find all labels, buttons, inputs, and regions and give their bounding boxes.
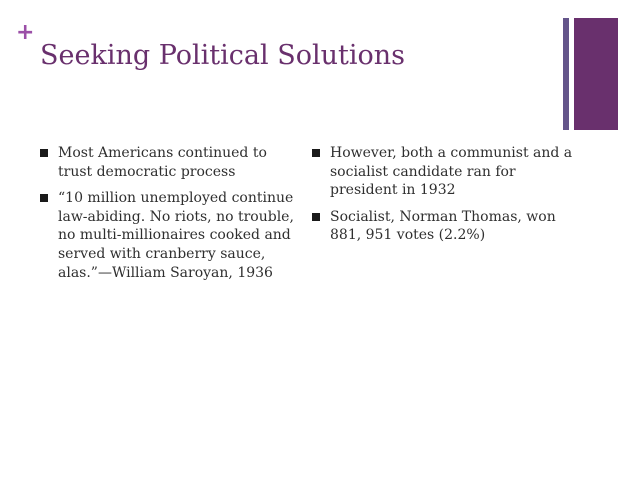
- square-bullet-icon: [312, 149, 320, 157]
- right-bullet-list: [312, 144, 578, 253]
- bullet-item: [40, 144, 298, 181]
- square-bullet-icon: [40, 149, 48, 157]
- bullet-text: “10 million unemployed continue law-abiding. No riots, no trouble, no multi-millionaires cooked and served with cranberry sauce, alas.”—William Saroyan, 1936: [58, 190, 294, 281]
- bullet-item: [312, 208, 578, 245]
- accent-bar-thick: [574, 18, 618, 130]
- bullet-text: Most Americans continued to trust democratic process: [58, 145, 267, 180]
- bullet-text: Socialist, Norman Thomas, won 881, 951 votes (2.2%): [330, 208, 556, 244]
- bullet-item: [312, 144, 578, 200]
- left-bullet-list: [40, 144, 298, 290]
- plus-accent-icon: +: [16, 20, 35, 45]
- slide-title: Seeking Political Solutions: [40, 40, 405, 71]
- bullet-text: However, both a communist and a socialist candidate ran for president in 1932: [330, 145, 573, 199]
- accent-bar-thin: [563, 18, 569, 130]
- bullet-item: [40, 189, 298, 282]
- square-bullet-icon: [312, 213, 320, 221]
- square-bullet-icon: [40, 194, 48, 202]
